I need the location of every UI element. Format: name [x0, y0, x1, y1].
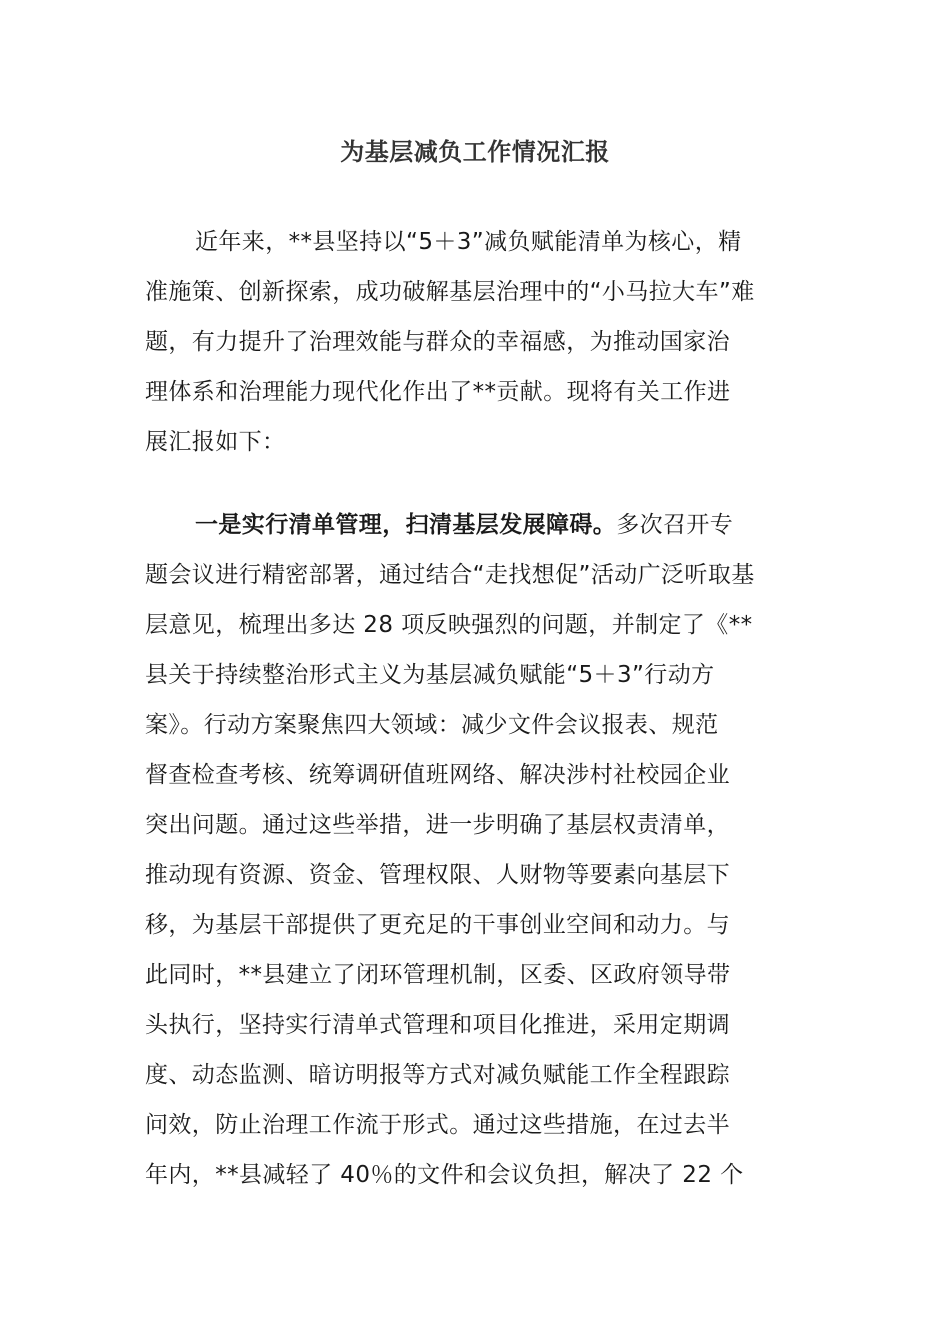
paragraph-line: 案》。行动方案聚焦四大领域：减少文件会议报表、规范: [145, 712, 719, 738]
paragraph-line: 准施策、创新探索，成功破解基层治理中的“小马拉大车”难: [145, 279, 755, 305]
section-lead-heading: 一是实行清单管理，扫清基层发展障碍。: [195, 512, 617, 538]
paragraph-line: 移，为基层干部提供了更充足的干事创业空间和动力。与: [145, 912, 730, 938]
section-lead-text: 多次召开专: [616, 512, 734, 538]
document-title: 为基层减负工作情况汇报: [340, 138, 610, 166]
paragraph-line: 县关于持续整治形式主义为基层减负赋能“5＋3”行动方: [145, 662, 715, 688]
intro-paragraph: [145, 217, 805, 467]
paragraph-line: 年内，**县减轻了 40％的文件和会议负担，解决了 22 个: [145, 1162, 744, 1188]
paragraph-line: 问效，防止治理工作流于形式。通过这些措施，在过去半: [145, 1112, 730, 1138]
paragraph-line: 此同时，**县建立了闭环管理机制，区委、区政府领导带: [145, 962, 731, 988]
paragraph-line: 题，有力提升了治理效能与群众的幸福感，为推动国家治: [145, 329, 730, 355]
section-one-paragraph: [145, 500, 805, 1200]
paragraph-line: 督查检查考核、统筹调研值班网络、解决涉村社校园企业: [145, 762, 730, 788]
paragraph-first-line: [145, 500, 805, 550]
paragraph-line: 理体系和治理能力现代化作出了**贡献。现将有关工作进: [145, 379, 731, 405]
paragraph-line: 推动现有资源、资金、管理权限、人财物等要素向基层下: [145, 862, 730, 888]
paragraph-line: 头执行，坚持实行清单式管理和项目化推进，采用定期调: [145, 1012, 730, 1038]
paragraph-line: 题会议进行精密部署，通过结合“走找想促”活动广泛听取基: [145, 562, 755, 588]
paragraph-line: 度、动态监测、暗访明报等方式对减负赋能工作全程跟踪: [145, 1062, 730, 1088]
paragraph-line: 层意见，梳理出多达 28 项反映强烈的问题，并制定了《**: [145, 612, 753, 638]
paragraph-line: 近年来，**县坚持以“5＋3”减负赋能清单为核心，精: [195, 229, 742, 255]
paragraph-line: 展汇报如下：: [145, 429, 286, 455]
paragraph-line: 突出问题。通过这些举措，进一步明确了基层权责清单，: [145, 812, 730, 838]
